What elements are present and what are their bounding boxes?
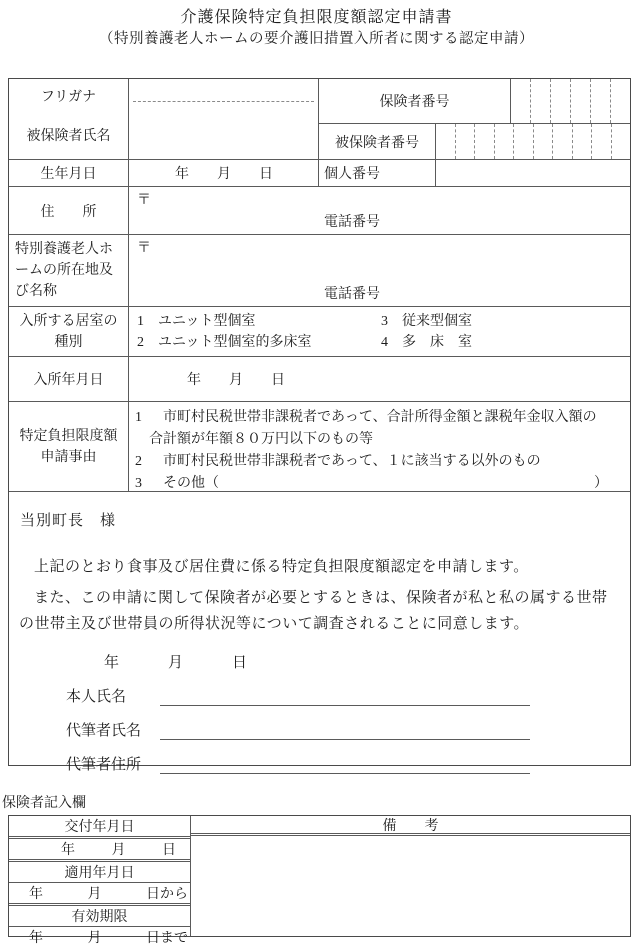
admission-date-row bbox=[9, 356, 630, 401]
signature-row-proxy-address bbox=[66, 753, 630, 774]
proxy-address-field[interactable] bbox=[160, 752, 530, 774]
name-number-row bbox=[9, 79, 630, 159]
facility-label: 特別養護老人ホームの所在地及び名称 bbox=[9, 235, 129, 306]
reason-label bbox=[9, 402, 129, 491]
digit-cell[interactable] bbox=[530, 79, 550, 123]
room-option-1[interactable]: 1 ユニット型個室 bbox=[137, 314, 256, 329]
name-label-cell bbox=[9, 79, 129, 159]
personal-number-label: 個人番号 bbox=[319, 160, 436, 186]
insurer-section-title: 保険者記入欄 bbox=[2, 796, 86, 811]
day-until-label: 日まで bbox=[146, 931, 188, 946]
insurer-entry-table bbox=[8, 815, 631, 946]
declaration-paragraph-1: 上記のとおり食事及び居住費に係る特定負担限度額認定を申請します。 bbox=[34, 559, 529, 575]
reason-2-number: 2 bbox=[135, 454, 142, 469]
postal-mark: 〒 bbox=[137, 241, 151, 256]
digit-cell[interactable] bbox=[474, 124, 494, 159]
digit-cell[interactable] bbox=[550, 79, 570, 123]
admission-date-label: 入所年月日 bbox=[9, 357, 129, 401]
expiry-date-field[interactable] bbox=[9, 927, 190, 947]
reason-3-close-paren: ） bbox=[594, 476, 608, 491]
month-label: 月 bbox=[87, 931, 102, 946]
admission-date-field[interactable] bbox=[129, 357, 630, 401]
reason-option-1-cont bbox=[149, 429, 622, 451]
room-option-3[interactable]: 3 従来型個室 bbox=[381, 314, 472, 329]
year-label: 年 bbox=[29, 887, 43, 902]
digit-cell[interactable] bbox=[533, 124, 553, 159]
day-label: 日 bbox=[162, 843, 176, 858]
birthdate-field[interactable] bbox=[129, 160, 319, 186]
room-option-2[interactable]: 2 ユニット型個室的多床室 bbox=[137, 335, 312, 350]
digit-cell[interactable] bbox=[552, 124, 572, 159]
reason-option-1[interactable] bbox=[135, 407, 622, 429]
personal-number-field[interactable] bbox=[436, 160, 630, 186]
declaration-paragraph-2: また、この申請に関して保険者が必要とするときは、保険者が私と私の属する世帯の世帯主及び世帯員の所得状況等について調査されることに同意します。 bbox=[19, 590, 608, 632]
insurer-number-field[interactable] bbox=[511, 79, 630, 123]
furigana-label: フリガナ bbox=[40, 90, 97, 105]
digit-cell[interactable] bbox=[611, 124, 631, 159]
form-title: 介護保険特定負担限度額認定申請書 bbox=[180, 9, 453, 26]
reason-1-text-line2: 合計額が年額８０万円以下のもの等 bbox=[149, 432, 373, 447]
address-field[interactable] bbox=[129, 187, 630, 234]
room-option-line bbox=[129, 332, 630, 353]
birthdate-placeholder: 年 月 日 bbox=[175, 167, 273, 182]
reason-1-number: 1 bbox=[135, 410, 142, 425]
birthdate-row bbox=[9, 159, 630, 186]
digit-cell[interactable] bbox=[455, 124, 475, 159]
issue-date-field[interactable] bbox=[9, 839, 190, 862]
application-date-field[interactable]: 年 月 日 bbox=[104, 655, 249, 671]
digit-cell[interactable] bbox=[436, 124, 455, 159]
remarks-column bbox=[191, 816, 630, 936]
phone-label: 電話番号 bbox=[324, 215, 380, 230]
insurer-entry-left-column bbox=[9, 816, 191, 946]
digit-cell[interactable] bbox=[572, 124, 592, 159]
birthdate-label: 生年月日 bbox=[9, 160, 129, 186]
signature-row-proxy-name bbox=[66, 719, 630, 740]
digit-cell[interactable] bbox=[513, 124, 533, 159]
facility-field[interactable] bbox=[129, 235, 630, 306]
proxy-address-label: 代筆者住所 bbox=[66, 757, 142, 773]
reason-option-2[interactable] bbox=[135, 451, 622, 473]
room-type-options bbox=[129, 307, 630, 356]
number-area bbox=[319, 79, 630, 159]
phone-label: 電話番号 bbox=[324, 287, 380, 302]
day-from-label: 日から bbox=[146, 887, 188, 902]
remarks-field[interactable] bbox=[191, 836, 630, 936]
furigana-name-divider bbox=[133, 101, 314, 102]
room-type-label: 入所する居室の種別 bbox=[9, 307, 129, 356]
proxy-name-field[interactable] bbox=[160, 718, 530, 740]
remarks-label: 備 考 bbox=[191, 816, 630, 836]
digit-cell[interactable] bbox=[591, 124, 611, 159]
insured-number-field[interactable] bbox=[436, 124, 630, 159]
reason-row bbox=[9, 401, 630, 491]
digit-cell[interactable] bbox=[570, 79, 590, 123]
reason-label-line2: 申請事由 bbox=[40, 449, 97, 465]
reason-3-text: その他（ bbox=[163, 476, 219, 491]
month-label: 月 bbox=[111, 843, 126, 858]
address-label: 住 所 bbox=[9, 187, 129, 234]
apply-date-label: 適用年月日 bbox=[9, 862, 190, 883]
digit-cell[interactable] bbox=[610, 79, 630, 123]
apply-date-field[interactable] bbox=[9, 883, 190, 906]
applicant-table bbox=[8, 78, 631, 773]
digit-cell[interactable] bbox=[590, 79, 610, 123]
self-name-field[interactable] bbox=[160, 684, 530, 706]
digit-cell[interactable] bbox=[494, 124, 514, 159]
declaration-section bbox=[9, 491, 630, 774]
self-name-label: 本人氏名 bbox=[66, 689, 127, 705]
postal-mark: 〒 bbox=[137, 193, 151, 208]
room-option-4[interactable]: 4 多 床 室 bbox=[381, 335, 472, 350]
insurer-number-row bbox=[319, 79, 630, 123]
expiry-label: 有効期限 bbox=[9, 906, 190, 927]
insurer-number-label: 保険者番号 bbox=[319, 79, 511, 123]
insured-number-row bbox=[319, 123, 630, 159]
signature-row-self bbox=[66, 685, 630, 706]
room-type-row bbox=[9, 306, 630, 356]
address-row bbox=[9, 186, 630, 234]
insured-name-field[interactable] bbox=[129, 79, 319, 159]
year-label: 年 bbox=[29, 931, 43, 946]
addressee: 当別町長 様 bbox=[20, 513, 117, 529]
proxy-name-label: 代筆者氏名 bbox=[66, 723, 142, 739]
digit-cell[interactable] bbox=[511, 79, 530, 123]
insured-name-label: 被保険者氏名 bbox=[26, 129, 111, 144]
insured-number-label: 被保険者番号 bbox=[319, 124, 436, 159]
year-label: 年 bbox=[61, 843, 75, 858]
reason-label-line1: 特定負担限度額 bbox=[19, 428, 118, 444]
issue-date-label: 交付年月日 bbox=[9, 816, 190, 839]
room-option-line bbox=[129, 311, 630, 332]
form-subtitle: （特別養護老人ホームの要介護旧措置入所者に関する認定申請） bbox=[99, 31, 534, 47]
reason-3-number: 3 bbox=[135, 476, 142, 491]
reason-2-text: 市町村民税世帯非課税者であって、１に該当する以外のもの bbox=[163, 454, 541, 469]
facility-row bbox=[9, 234, 630, 306]
month-label: 月 bbox=[87, 887, 102, 902]
admission-date-placeholder: 年 月 日 bbox=[187, 373, 285, 388]
reason-options bbox=[129, 402, 630, 491]
reason-1-text-line1: 市町村民税世帯非課税者であって、合計所得金額と課税年金収入額の bbox=[163, 410, 597, 425]
